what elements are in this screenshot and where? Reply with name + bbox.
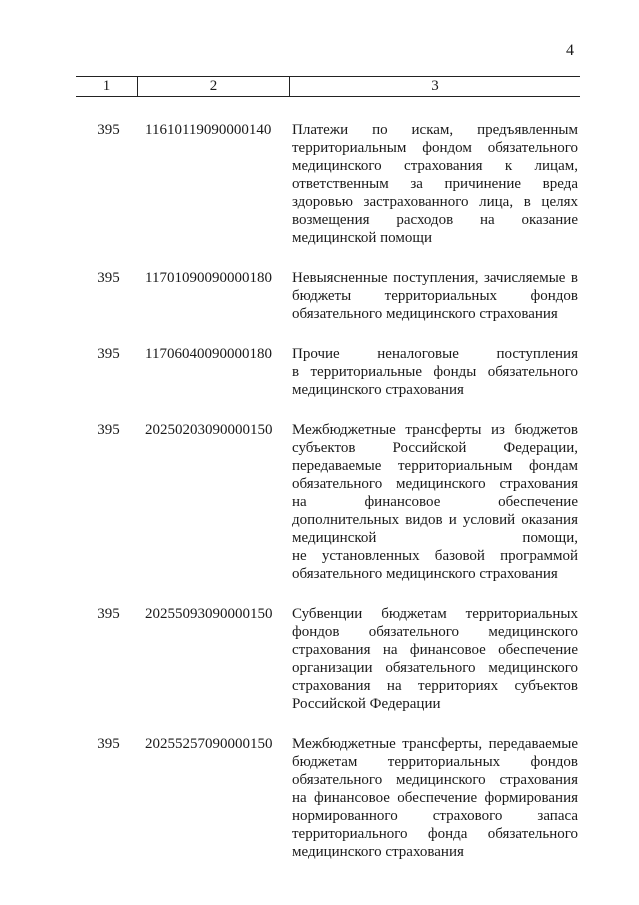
revenue-description bbox=[288, 121, 580, 247]
description-line: Российской Федерации bbox=[292, 696, 441, 712]
description-line: обязательного медицинского страхования bbox=[292, 772, 578, 788]
budget-classification-code: 20255093090000150 bbox=[145, 606, 273, 622]
page-number: 4 bbox=[566, 42, 574, 59]
revenue-codes-table bbox=[76, 76, 580, 861]
description-line: медицинской помощи bbox=[292, 230, 432, 246]
revenue-description bbox=[288, 735, 580, 861]
description-line: медицинской помощи, bbox=[292, 530, 578, 546]
table-row bbox=[76, 421, 580, 583]
description-line: страхования на финансовое обеспечение bbox=[292, 642, 578, 658]
revenue-description bbox=[288, 605, 580, 713]
admin-code: 395 bbox=[97, 736, 120, 752]
table-row bbox=[76, 345, 580, 399]
description-line: Межбюджетные трансферты из бюджетов bbox=[292, 422, 578, 438]
admin-code: 395 bbox=[97, 606, 120, 622]
admin-code: 395 bbox=[97, 422, 120, 438]
description-line: фондов обязательного медицинского bbox=[292, 624, 578, 640]
description-line: территориальным фондом обязательного bbox=[292, 140, 578, 156]
table-row bbox=[76, 605, 580, 713]
description-line: субъектов Российской Федерации, bbox=[292, 440, 578, 456]
description-line: обязательного медицинского страхования bbox=[292, 306, 558, 322]
description-line: на финансовое обеспечение bbox=[292, 494, 578, 510]
admin-code: 395 bbox=[97, 346, 120, 362]
description-line: нормированного страхового запаса bbox=[292, 808, 578, 824]
description-line: территориального фонда обязательного bbox=[292, 826, 578, 842]
description-line: передаваемые территориальным фондам bbox=[292, 458, 578, 474]
budget-classification-code: 20255257090000150 bbox=[145, 736, 273, 752]
budget-classification-code: 20250203090000150 bbox=[145, 422, 273, 438]
description-line: медицинского страхования к лицам, bbox=[292, 158, 578, 174]
revenue-description bbox=[288, 421, 580, 583]
description-line: здоровью застрахованного лица, в целях bbox=[292, 194, 578, 210]
description-line: Межбюджетные трансферты, передаваемые bbox=[292, 736, 578, 752]
description-line: возмещения расходов на оказание bbox=[292, 212, 578, 228]
description-line: обязательного медицинского страхования bbox=[292, 476, 578, 492]
revenue-description bbox=[288, 345, 580, 399]
description-line: ответственным за причинение вреда bbox=[292, 176, 578, 192]
description-line: бюджетам территориальных фондов bbox=[292, 754, 578, 770]
description-line: Невыясненные поступления, зачисляемые в bbox=[292, 270, 578, 286]
description-line: в территориальные фонды обязательного bbox=[292, 364, 578, 380]
admin-code: 395 bbox=[97, 270, 120, 286]
header-col-3: 3 bbox=[431, 78, 439, 94]
description-line: бюджеты территориальных фондов bbox=[292, 288, 578, 304]
description-line: Прочие неналоговые поступления bbox=[292, 346, 578, 362]
description-line: страхования на территориях субъектов bbox=[292, 678, 578, 694]
description-line: Платежи по искам, предъявленным bbox=[292, 122, 578, 138]
table-row bbox=[76, 121, 580, 247]
description-line: медицинского страхования bbox=[292, 382, 464, 398]
description-line: на финансовое обеспечение формирования bbox=[292, 790, 578, 806]
description-line: обязательного медицинского страхования bbox=[292, 566, 558, 582]
description-line: медицинского страхования bbox=[292, 844, 464, 860]
revenue-description bbox=[288, 269, 580, 323]
description-line: Субвенции бюджетам территориальных bbox=[292, 606, 578, 622]
description-line: организации обязательного медицинского bbox=[292, 660, 578, 676]
description-line: не установленных базовой программой bbox=[292, 548, 578, 564]
header-col-2: 2 bbox=[138, 77, 290, 96]
budget-classification-code: 11706040090000180 bbox=[145, 346, 272, 362]
header-col-1: 1 bbox=[76, 77, 138, 96]
table-row bbox=[76, 269, 580, 323]
admin-code: 395 bbox=[97, 122, 120, 138]
table-header bbox=[76, 76, 580, 97]
description-line: дополнительных видов и условий оказания bbox=[292, 512, 578, 528]
budget-classification-code: 11610119090000140 bbox=[145, 122, 272, 138]
table-row bbox=[76, 735, 580, 861]
budget-classification-code: 11701090090000180 bbox=[145, 270, 272, 286]
